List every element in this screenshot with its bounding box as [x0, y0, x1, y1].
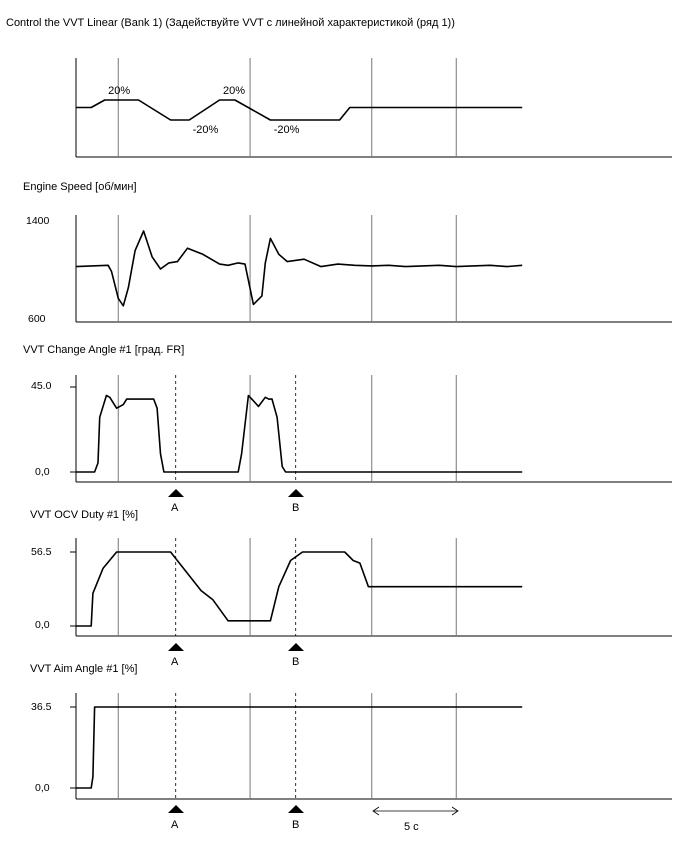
marker-b-2: [288, 643, 304, 668]
vvt-ocv-duty-panel: [31, 538, 672, 636]
vvt-aim-angle-ytick-min: 0,0: [35, 782, 50, 794]
vvt-aim-angle-panel: [31, 693, 672, 799]
control-annotation-3: 20%: [223, 85, 246, 97]
vvt-ocv-duty-trace: [76, 552, 522, 626]
marker-a-1: [168, 489, 184, 514]
control-annotation-1: 20%: [108, 85, 131, 97]
vvt-ocv-duty-title: VVT OCV Duty #1 [%]: [30, 509, 139, 521]
engine-speed-ytick-min: 600: [28, 313, 46, 325]
marker-a-3-label: A: [171, 819, 179, 831]
vvt-change-angle-ytick-max: 45.0: [31, 380, 52, 392]
vvt-change-angle-trace: [76, 396, 522, 473]
marker-a-3: [168, 805, 184, 831]
marker-b-3: [288, 805, 304, 831]
engine-speed-trace: [76, 231, 522, 306]
engine-speed-ytick-max: 1400: [26, 215, 50, 227]
marker-b-2-triangle: [288, 643, 304, 651]
marker-b-3-triangle: [288, 805, 304, 813]
vvt-aim-angle-grid: [118, 693, 456, 799]
vvt-aim-angle-markers-lines: [176, 693, 296, 799]
vvt-aim-angle-title: VVT Aim Angle #1 [%]: [30, 663, 138, 675]
vvt-ocv-duty-ytick-max: 56.5: [31, 546, 52, 558]
vvt-change-angle-panel: [31, 375, 672, 482]
marker-b-2-label: B: [292, 656, 300, 668]
time-scale-indicator: [373, 807, 458, 833]
marker-a-2-label: A: [171, 656, 179, 668]
engine-speed-grid: [118, 215, 456, 322]
marker-a-1-triangle: [168, 489, 184, 497]
vvt-aim-angle-trace: [76, 707, 522, 788]
vvt-change-angle-ytick-min: 0,0: [35, 466, 50, 478]
engine-speed-panel: [26, 215, 672, 325]
vvt-change-angle-grid: [118, 375, 456, 482]
figure-title: Control the VVT Linear (Bank 1) (Задействуйте VVT с линейной характеристикой (ряд 1)): [6, 17, 455, 29]
control-annotation-2: -20%: [192, 124, 219, 136]
control-panel: [76, 58, 672, 157]
marker-b-1: [288, 489, 304, 514]
vvt-aim-angle-ytick-max: 36.5: [31, 701, 52, 713]
marker-a-2-triangle: [168, 643, 184, 651]
marker-b-1-triangle: [288, 489, 304, 497]
marker-b-1-label: B: [292, 502, 300, 514]
engine-speed-title: Engine Speed [об/мин]: [23, 181, 137, 193]
marker-a-2: [168, 643, 184, 668]
vvt-change-angle-title: VVT Change Angle #1 [град. FR]: [23, 344, 185, 356]
control-annotation-4: -20%: [273, 124, 300, 136]
time-scale-label: 5 с: [404, 821, 419, 833]
marker-b-3-label: B: [292, 819, 300, 831]
marker-a-1-label: A: [171, 502, 179, 514]
marker-a-3-triangle: [168, 805, 184, 813]
control-trace: [76, 100, 522, 120]
vvt-ocv-duty-ytick-min: 0,0: [35, 619, 50, 631]
